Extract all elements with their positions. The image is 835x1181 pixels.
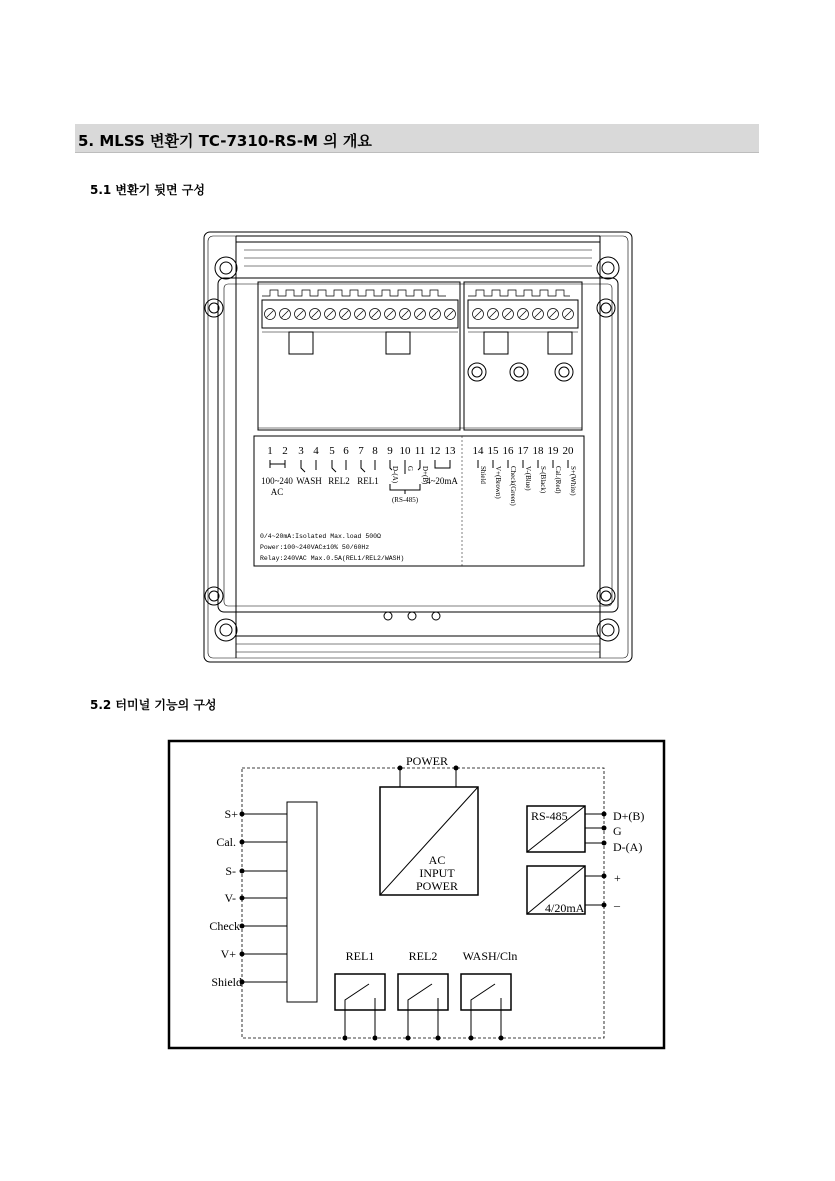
- terminal-number: 10: [399, 445, 411, 457]
- rs485-g-label: G: [406, 466, 414, 472]
- sensor-label: S-(Black): [539, 466, 547, 494]
- relay-label: WASH/Cln: [462, 949, 518, 963]
- terminal-number: 17: [517, 445, 529, 457]
- terminal-number: 7: [358, 445, 364, 457]
- terminal-screw-slot: [417, 311, 424, 318]
- terminal-screw-slot: [520, 311, 527, 318]
- terminal-screws: [265, 309, 574, 320]
- terminal-number: 6: [343, 445, 349, 457]
- terminal-number: 19: [547, 445, 559, 457]
- terminal-screw-slot: [312, 311, 319, 318]
- power-box-text: AC: [428, 853, 446, 867]
- relay-label: REL1: [345, 949, 375, 963]
- sensor-label: Check(Green): [509, 466, 517, 506]
- terminal-number: 2: [282, 445, 288, 457]
- terminal-number: 15: [487, 445, 499, 457]
- rs485-terminal-label: D+(B): [613, 809, 645, 823]
- terminal-number: 5: [329, 445, 335, 457]
- sensor-label: Cal.(Red): [554, 466, 562, 494]
- terminal-screw-slot: [550, 311, 557, 318]
- terminal-number: 16: [502, 445, 514, 457]
- rs485-d-plus-label: D+(B): [421, 466, 429, 485]
- terminal-screw-slot: [447, 311, 454, 318]
- left-terminal-label: Check: [209, 919, 240, 933]
- left-terminal-label: S-: [225, 864, 236, 878]
- group-rel2-label: REL2: [328, 476, 350, 486]
- terminal-number: 18: [532, 445, 544, 457]
- terminal-number: 20: [562, 445, 574, 457]
- terminal-screw-slot: [297, 311, 304, 318]
- terminal-screw-slot: [475, 311, 482, 318]
- rs485-label: (RS-485): [391, 496, 419, 504]
- terminal-number: 9: [387, 445, 393, 457]
- analog-terminal-label: +: [614, 871, 621, 885]
- spec-line: Power:100~240VAC±10% 50/60Hz: [260, 544, 370, 551]
- analog-terminal-label: –: [614, 898, 620, 912]
- terminal-screw-slot: [357, 311, 364, 318]
- sensor-label: V+(Brown): [494, 466, 502, 499]
- terminal-number: 4: [313, 445, 319, 457]
- terminal-number: 13: [444, 445, 456, 457]
- terminal-screw-slot: [282, 311, 289, 318]
- terminal-screw-slot: [267, 311, 274, 318]
- terminal-number: 11: [414, 445, 426, 457]
- left-terminal-label: Shield: [211, 975, 242, 989]
- terminal-screw-slot: [490, 311, 497, 318]
- group-wash-label: WASH: [296, 476, 322, 486]
- sensor-label: V-(Blue): [524, 466, 532, 491]
- left-terminal-label: S+: [224, 807, 238, 821]
- left-terminal-label: Cal.: [216, 835, 236, 849]
- power-label: POWER: [406, 754, 448, 768]
- rs485-terminal-label: D-(A): [613, 840, 643, 854]
- spec-line: Relay:240VAC Max.0.5A(REL1/REL2/WASH): [260, 555, 405, 562]
- power-box-text: POWER: [416, 879, 458, 893]
- terminal-screw-slot: [505, 311, 512, 318]
- group-ac-label: 100~240 AC: [261, 476, 293, 497]
- terminal-screw-slot: [342, 311, 349, 318]
- terminal-screw-slot: [565, 311, 572, 318]
- group-rel1-label: REL1: [357, 476, 379, 486]
- relay-label: REL2: [408, 949, 438, 963]
- terminal-screw-slot: [387, 311, 394, 318]
- section-title: 5. MLSS 변환기 TC-7310-RS-M 의 개요: [78, 132, 372, 150]
- rs485-box-label: RS-485: [531, 809, 568, 823]
- subsection-title-terminal: 5.2 터미널 기능의 구성: [90, 698, 217, 712]
- spec-line: 0/4~20mA:Isolated Max.load 500Ω: [260, 533, 381, 540]
- terminal-screw-slot: [372, 311, 379, 318]
- terminal-screw-slot: [535, 311, 542, 318]
- terminal-number: 12: [429, 445, 441, 457]
- analog-box-label: 4/20mA: [545, 901, 585, 915]
- terminal-screw-slot: [402, 311, 409, 318]
- rs485-terminal-label: G: [613, 824, 622, 838]
- subsection-title-rear: 5.1 변환기 뒷면 구성: [90, 183, 205, 197]
- terminal-number: 3: [298, 445, 304, 457]
- sensor-label: Shield: [479, 466, 487, 484]
- terminal-screw-slot: [327, 311, 334, 318]
- power-box-text: INPUT: [419, 866, 455, 880]
- left-terminal-label: V-: [224, 891, 236, 905]
- rs485-d-minus-label: D-(A): [391, 466, 399, 484]
- terminal-screw-slot: [432, 311, 439, 318]
- left-terminal-label: V+: [220, 947, 236, 961]
- group-4-20-label: 4~20mA: [426, 476, 458, 486]
- terminal-number: 8: [372, 445, 378, 457]
- sensor-label: S+(White): [569, 466, 577, 496]
- terminal-number: 14: [472, 445, 484, 457]
- terminal-number: 1: [267, 445, 273, 457]
